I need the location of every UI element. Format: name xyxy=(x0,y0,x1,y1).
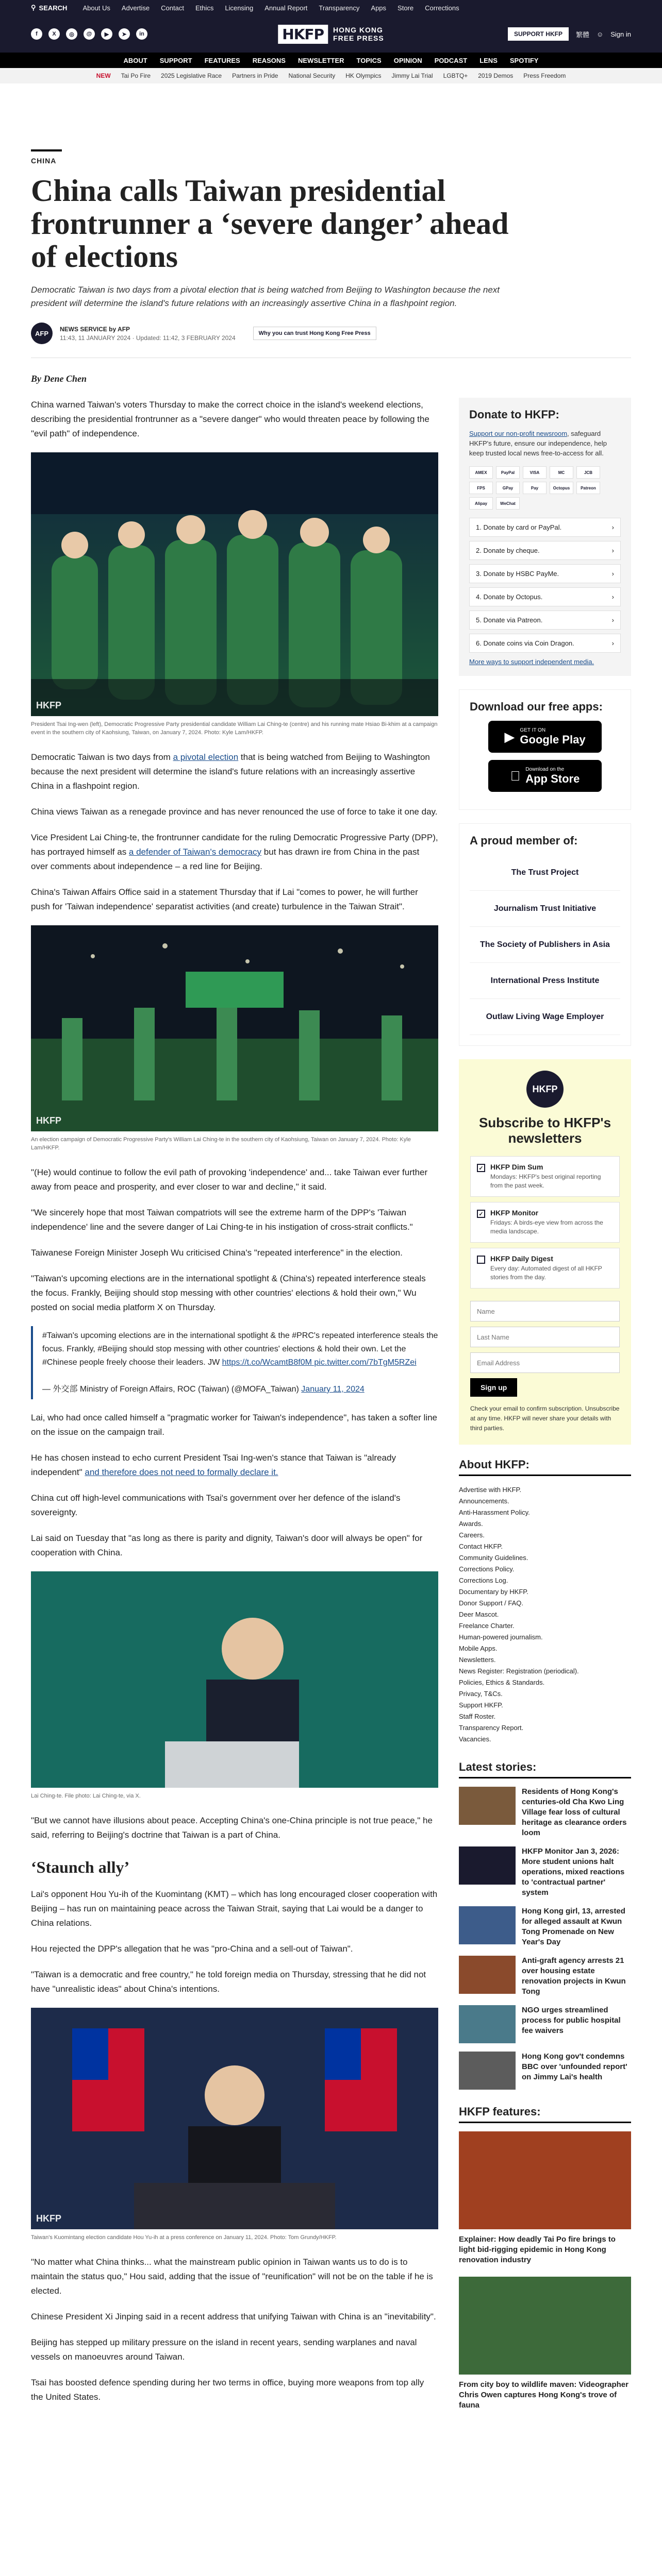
about-link[interactable]: Careers. xyxy=(459,1531,485,1539)
newsletter-title: Subscribe to HKFP's newsletters xyxy=(478,1115,611,1146)
story-item[interactable] xyxy=(459,2005,631,2043)
nav-opinion[interactable]: OPINION xyxy=(393,56,422,64)
util-link-advertise[interactable]: Advertise xyxy=(121,4,150,12)
features-title: HKFP features: xyxy=(459,2105,631,2123)
app-store-text xyxy=(520,766,580,786)
util-link-store[interactable]: Store xyxy=(398,4,414,12)
trending-item[interactable]: LGBTQ+ xyxy=(443,72,468,79)
checkbox[interactable]: ✓ xyxy=(477,1210,485,1218)
google-play-button[interactable] xyxy=(488,721,602,753)
story-title: NGO urges streamlined process for public hospital fee waivers xyxy=(522,2006,621,2035)
about-link[interactable]: Human-powered journalism. xyxy=(459,1633,543,1641)
story-title: HKFP Monitor Jan 3, 2026: More student unions halt operations, mixed reactions to 'contractual partner' system xyxy=(522,1847,625,1897)
appstore-name: App Store xyxy=(520,772,575,785)
gplay-name: Google Play xyxy=(520,733,586,746)
story-thumbnail xyxy=(459,2005,516,2043)
about-link[interactable]: Freelance Charter. xyxy=(459,1622,515,1630)
paragraph: China cut off high-level communications with Tsai's government over her defence of the island's sovereignty. xyxy=(31,1493,401,1517)
content-layout xyxy=(31,398,631,2422)
trust-cta-button[interactable]: Why you can trust Hong Kong Free Press xyxy=(253,327,376,340)
chevron-right-icon: › xyxy=(611,616,614,624)
about-link[interactable]: Vacancies. xyxy=(459,1735,491,1743)
member-ipi[interactable]: International Press Institute xyxy=(470,963,620,999)
category-kicker[interactable]: CHINA xyxy=(31,149,62,165)
member-living-wage[interactable]: Outlaw Living Wage Employer xyxy=(470,999,620,1035)
main-nav xyxy=(0,53,662,68)
newsletter-desc: Fridays: A birds-eye view from across the media landscape. xyxy=(490,1219,603,1235)
section-subhead: ‘Staunch ally’ xyxy=(31,1858,130,1876)
newsletter-note: Check your email to confirm subscription. Unsubscribe at any time. HKFP will never share your details with third parties. xyxy=(470,1405,620,1432)
gplay-top: GET IT ON xyxy=(520,727,546,733)
paragraph: Tsai has boosted defence spending during her two terms in office, buying more weapons from top ally the United States. xyxy=(31,2378,424,2402)
figure-campaign xyxy=(31,925,438,1152)
tweet-signature: — 外交部 Ministry of Foreign Affairs, ROC (Taiwan) (@MOFA_Taiwan) xyxy=(42,1385,302,1394)
apps-box xyxy=(459,689,631,810)
figure-hou xyxy=(31,2008,438,2242)
appstore-top: Download on the xyxy=(520,766,559,772)
util-link-ethics[interactable]: Ethics xyxy=(195,4,214,12)
members-title: A proud member of: xyxy=(470,834,578,847)
x-icon[interactable]: X xyxy=(48,28,60,40)
nav-lens[interactable]: LENS xyxy=(479,56,498,64)
payment-methods xyxy=(469,466,621,510)
chevron-right-icon: › xyxy=(611,547,614,554)
payment-logo: Pay xyxy=(523,482,547,494)
byline xyxy=(31,323,631,344)
language-toggle[interactable]: 繁體 xyxy=(575,30,589,39)
about-list xyxy=(459,1484,631,1745)
logo-box: HKFP xyxy=(278,25,328,44)
story-item[interactable] xyxy=(459,2052,631,2090)
member-trust-project[interactable]: The Trust Project xyxy=(470,855,620,891)
photo-rally[interactable] xyxy=(31,452,438,716)
about-link[interactable]: Deer Mascot. xyxy=(459,1611,499,1618)
donate-option[interactable] xyxy=(469,564,621,583)
donate-option[interactable] xyxy=(469,587,621,606)
search-label: SEARCH xyxy=(39,4,68,12)
afp-avatar: AFP xyxy=(31,323,53,344)
payment-logo: Octopus xyxy=(550,482,573,494)
paragraph: Lai's opponent Hou Yu-ih of the Kuomintang (KMT) – which has long encouraged closer cooperation with Beijing – has run on maintaining peace across the Taiwan Strait, saying that Lai would be a danger to China relations. xyxy=(31,1889,438,1928)
donate-option[interactable] xyxy=(469,611,621,630)
latest-title: Latest stories: xyxy=(459,1760,631,1778)
facebook-icon[interactable]: f xyxy=(31,28,42,40)
latest-section xyxy=(459,1760,631,2090)
nav-reasons[interactable]: REASONS xyxy=(252,56,286,64)
newsletter-option[interactable] xyxy=(470,1202,620,1243)
news-source[interactable]: NEWS SERVICE by AFP xyxy=(60,325,130,333)
hkfp-watermark: HKFP xyxy=(36,1115,61,1126)
about-link[interactable]: Anti-Harassment Policy. xyxy=(459,1509,530,1516)
donate-option-label: 5. Donate via Patreon. xyxy=(476,616,543,624)
newsletter-info xyxy=(490,1209,613,1236)
trending-label: NEW xyxy=(96,72,111,79)
instagram-icon[interactable]: ◎ xyxy=(66,28,77,40)
paragraph: "But we cannot have illusions about peace. Accepting China's one-China principle is not true peace," he said, referring to Beijing's doctrine that Taiwan is a part of China. xyxy=(31,1816,433,1840)
threads-icon[interactable]: @ xyxy=(84,28,95,40)
about-link[interactable]: Community Guidelines. xyxy=(459,1554,528,1562)
feature-title[interactable]: From city boy to wildlife maven: Videographer Chris Owen captures Hong Kong's trove of fauna xyxy=(459,2380,628,2410)
masthead xyxy=(0,15,662,53)
nav-about[interactable]: ABOUT xyxy=(123,56,147,64)
text-run: that is being watched from Beijing to Washington because the next president will determine the island's future relations with an increasingly assertive China in a flashpoint region. xyxy=(31,752,430,791)
about-link[interactable]: Policies, Ethics & Standards. xyxy=(459,1679,545,1686)
google-play-icon: ▶ xyxy=(504,728,515,744)
checkbox[interactable] xyxy=(477,1256,485,1264)
paragraph: China's Taiwan Affairs Office said in a statement Thursday that if Lai "comes to power, he will further push for 'Taiwan independence' separatist activities (and create) turbulence in the Taiwan Strait". xyxy=(31,887,418,911)
apps-title: Download our free apps: xyxy=(470,700,603,713)
tweet-text: #Taiwan's upcoming elections are in the international spotlight & the #PRC's repeated interference steals the focus. Frankly, #Beijing should stop messing with other countries' elections & hold their own. Let the #Chinese people freely choose their leaders. JW xyxy=(42,1331,438,1367)
inline-link-declare[interactable]: and therefore does not need to formally declare it. xyxy=(85,1467,278,1477)
trending-item[interactable]: Tai Po Fire xyxy=(121,72,151,79)
util-link-annual-report[interactable]: Annual Report xyxy=(264,4,308,12)
story-item[interactable] xyxy=(459,1906,631,1947)
story-title: Hong Kong gov't condemns BBC over 'unfounded report' on Jimmy Lai's health xyxy=(522,2052,627,2081)
logo-text xyxy=(333,26,384,42)
article-container xyxy=(31,149,631,2422)
photo-hou[interactable] xyxy=(31,2008,438,2229)
payment-logo: MC xyxy=(550,466,573,479)
about-link[interactable]: Staff Roster. xyxy=(459,1713,496,1720)
photo-hou-art xyxy=(31,2008,438,2229)
newsletter-option[interactable] xyxy=(470,1156,620,1197)
paragraph: Taiwanese Foreign Minister Joseph Wu criticised China's "repeated interference" in the election. xyxy=(31,1248,403,1258)
about-link[interactable]: Corrections Policy. xyxy=(459,1565,515,1573)
search-button[interactable] xyxy=(31,4,67,12)
payment-logo: JCB xyxy=(576,466,600,479)
chevron-right-icon: › xyxy=(611,593,614,601)
masthead-actions xyxy=(508,27,631,41)
story-thumbnail xyxy=(459,2052,516,2090)
paragraph: China views Taiwan as a renegade province and has never renounced the use of force to take it one day. xyxy=(31,807,438,817)
trending-item[interactable]: 2019 Demos xyxy=(478,72,514,79)
payment-logo: WeChat xyxy=(496,497,520,510)
paragraph: Hou rejected the DPP's allegation that he was "pro-China and a sell-out of Taiwan". xyxy=(31,1944,353,1954)
hkfp-watermark: HKFP xyxy=(36,2213,61,2224)
newsletter-name: HKFP Daily Digest xyxy=(490,1255,553,1263)
about-link[interactable]: Contact HKFP. xyxy=(459,1543,503,1550)
article-standfirst: Democratic Taiwan is two days from a pivotal election that is being watched from Beijing to Washington because the next president will determine the island's future relations with an increasingly assertive China in a flashpoint region. xyxy=(31,285,500,308)
story-thumbnail xyxy=(459,1787,516,1825)
nav-support[interactable]: SUPPORT xyxy=(159,56,192,64)
newsletter-name: HKFP Dim Sum xyxy=(490,1163,543,1171)
trending-item[interactable]: National Security xyxy=(288,72,336,79)
story-item[interactable] xyxy=(459,1956,631,1997)
trending-item[interactable]: Jimmy Lai Trial xyxy=(391,72,433,79)
donate-option-label: 1. Donate by card or PayPal. xyxy=(476,523,562,531)
article-headline: China calls Taiwan presidential frontrunner a ‘severe danger’ ahead of elections xyxy=(31,174,509,274)
about-link[interactable]: Announcements. xyxy=(459,1497,509,1505)
util-link-contact[interactable]: Contact xyxy=(161,4,184,12)
user-icon[interactable]: ☺ xyxy=(596,30,604,38)
checkbox[interactable]: ✓ xyxy=(477,1164,485,1172)
about-link[interactable]: Corrections Log. xyxy=(459,1577,508,1584)
nav-topics[interactable]: TOPICS xyxy=(356,56,382,64)
tweet-link[interactable]: https://t.co/WcamtB8f0M pic.twitter.com/7bTgM5RZei xyxy=(222,1358,417,1367)
donate-text xyxy=(469,429,621,458)
about-link[interactable]: Mobile Apps. xyxy=(459,1645,498,1652)
about-link[interactable]: Support HKFP. xyxy=(459,1701,503,1709)
newsletter-name: HKFP Monitor xyxy=(490,1209,539,1217)
about-link[interactable]: Privacy, T&Cs. xyxy=(459,1690,503,1698)
nav-spotify[interactable]: SPOTIFY xyxy=(509,56,539,64)
photo-campaign-art xyxy=(31,925,438,1131)
sidebar xyxy=(459,398,631,2422)
util-link-about[interactable]: About Us xyxy=(82,4,110,12)
newsletter-option[interactable] xyxy=(470,1248,620,1289)
feature-title[interactable]: Explainer: How deadly Tai Po fire brings to light bid-rigging epidemic in Hong Kong renovation industry xyxy=(459,2235,616,2264)
nav-podcast[interactable]: PODCAST xyxy=(434,56,468,64)
publish-date: 11:43, 11 JANUARY 2024 · Updated: 11:42, 3 FEBRUARY 2024 xyxy=(60,334,236,342)
about-link[interactable]: News Register: Registration (periodical). xyxy=(459,1667,579,1675)
article-body xyxy=(31,398,438,2422)
logo-line2: FREE PRESS xyxy=(333,34,384,42)
about-section xyxy=(459,1458,631,1745)
newsletter-info xyxy=(490,1255,613,1282)
inline-link-defender[interactable]: a defender of Taiwan's democracy xyxy=(128,847,262,857)
app-store-button[interactable] xyxy=(488,760,602,792)
search-icon: ⚲ xyxy=(31,4,36,11)
nav-newsletter[interactable]: NEWSLETTER xyxy=(297,56,344,64)
linkedin-icon[interactable]: in xyxy=(136,28,147,40)
photo-caption: An election campaign of Democratic Progressive Party's William Lai Ching-te in the southern city of Kaohsiung, Taiwan on January 7, 2024. Photo: Kyle Lam/HKFP. xyxy=(31,1137,411,1151)
trending-item[interactable]: HK Olympics xyxy=(345,72,382,79)
paragraph xyxy=(31,750,438,793)
story-item[interactable] xyxy=(459,1846,631,1898)
payment-logo: Alipay xyxy=(469,497,493,510)
about-link[interactable]: Advertise with HKFP. xyxy=(459,1486,522,1494)
about-title: About HKFP: xyxy=(459,1458,631,1476)
donate-option-label: 3. Donate by HSBC PayMe. xyxy=(476,570,559,578)
support-button[interactable]: SUPPORT HKFP xyxy=(508,27,569,41)
payment-logo: AMEX xyxy=(469,466,493,479)
newsletter-box xyxy=(459,1059,631,1445)
newsletter-desc: Mondays: HKFP's best original reporting from the past week. xyxy=(490,1173,601,1189)
util-link-apps[interactable]: Apps xyxy=(371,4,387,12)
util-link-licensing[interactable]: Licensing xyxy=(225,4,254,12)
newsletter-logo: HKFP xyxy=(526,1071,564,1108)
donate-option[interactable] xyxy=(469,518,621,537)
donate-option[interactable] xyxy=(469,541,621,560)
paragraph: Lai, who had once called himself a "pragmatic worker for Taiwan's independence", has taken a softer line on the issue on the campaign trail. xyxy=(31,1413,438,1437)
members-box xyxy=(459,823,631,1046)
about-link[interactable]: Donor Support / FAQ. xyxy=(459,1599,524,1607)
author-line: By Dene Chen xyxy=(31,374,87,384)
payment-logo: GPay xyxy=(496,482,520,494)
youtube-icon[interactable]: ▶ xyxy=(101,28,112,40)
member-jti[interactable]: Journalism Trust Initiative xyxy=(470,891,620,927)
donate-text-run: , safeguard HKFP's future, ensure our independence, help keep trusted local news free-to-access for all. xyxy=(469,430,607,457)
embedded-tweet xyxy=(31,1326,438,1399)
site-logo[interactable] xyxy=(278,25,384,44)
photo-caption: President Tsai Ing-wen (left), Democratic Progressive Party presidential candidate William Lai Ching-te (centre) and his running mate Hsiao Bi-khim at a campaign event in the southern city of Kaohsiung, Taiwan, on January 7, 2024. Photo: Kyle Lam/HKFP. xyxy=(31,721,438,736)
paragraph: "Taiwan is a democratic and free country," he told foreign media on Thursday, stressing that he did not have "unrealistic ideas" about China's intentions. xyxy=(31,1970,426,1994)
about-link[interactable]: Documentary by HKFP. xyxy=(459,1588,528,1596)
story-title: Anti-graft agency arrests 21 over housing estate renovation projects in Kwun Tong xyxy=(522,1956,626,1996)
figure-rally xyxy=(31,452,438,737)
signup-button[interactable]: Sign up xyxy=(470,1378,517,1397)
story-title: Hong Kong girl, 13, arrested for alleged assault at Kwun Tong Promenade on New Year's Day xyxy=(522,1907,625,1946)
text-run: but has drawn ire from China in the past over comments about independence – a red line for Beijing. xyxy=(31,847,420,871)
newsletter-info xyxy=(490,1163,613,1190)
paragraph xyxy=(31,831,438,874)
google-play-text xyxy=(520,727,585,747)
story-thumbnail xyxy=(459,1956,516,1994)
photo-campaign[interactable] xyxy=(31,925,438,1131)
about-link[interactable]: Transparency Report. xyxy=(459,1724,524,1732)
story-item[interactable] xyxy=(459,1787,631,1838)
byline-meta xyxy=(60,326,236,342)
signin-link[interactable]: Sign in xyxy=(610,30,631,38)
photo-rally-art xyxy=(31,452,438,716)
payment-logo: FPS xyxy=(469,482,493,494)
about-link[interactable]: Awards. xyxy=(459,1520,483,1528)
paragraph: "Taiwan's upcoming elections are in the international spotlight & (China's) repeated interference steals the focus. Frankly, Beijing should stop messing with other countries' elections & hold their own," Wu posted on social media platform X on Thursday. xyxy=(31,1274,426,1312)
donate-option-label: 4. Donate by Octopus. xyxy=(476,593,543,601)
figure-lai xyxy=(31,1571,438,1800)
newsletter-desc: Every day: Automated digest of all HKFP stories from the day. xyxy=(490,1265,602,1281)
trending-bar xyxy=(0,68,662,83)
about-link[interactable]: Newsletters. xyxy=(459,1656,496,1664)
trending-item[interactable]: 2025 Legislative Race xyxy=(161,72,222,79)
text-run: Vice President Lai Ching-te, the frontrunner candidate for the ruling Democratic Progressive Party (DPP), has portrayed himself as xyxy=(31,833,438,857)
tweet-date-link[interactable]: January 11, 2024 xyxy=(301,1385,365,1394)
telegram-icon[interactable]: ➤ xyxy=(119,28,130,40)
name-field[interactable] xyxy=(470,1301,620,1321)
trending-item[interactable]: Press Freedom xyxy=(523,72,566,79)
last-name-field[interactable] xyxy=(470,1327,620,1347)
text-run: He has chosen instead to echo current President Tsai Ing-wen's stance that Taiwan is "already independent" xyxy=(31,1453,396,1477)
chevron-right-icon: › xyxy=(611,523,614,531)
donate-option-label: 2. Donate by cheque. xyxy=(476,547,540,554)
paragraph: Beijing has stepped up military pressure on the island in recent years, sending warplanes and naval vessels on manoeuvres around Taiwan. xyxy=(31,2337,417,2362)
paragraph: "No matter what China thinks... what the mainstream public opinion in Taiwan wants us to do is to maintain the status quo," Hou said, adding that the issue of "reunification" will not be on the table if he is elected. xyxy=(31,2257,433,2296)
social-links xyxy=(31,28,147,40)
paragraph: "We sincerely hope that most Taiwan compatriots will see the extreme harm of the DPP's 'Taiwan independence' line and the severe danger of Lai Ching-te in his instigation of cross-strait conflicts." xyxy=(31,1208,413,1232)
payment-logo: Patreon xyxy=(576,482,600,494)
payment-logo: PayPal xyxy=(496,466,520,479)
story-thumbnail xyxy=(459,1846,516,1885)
util-link-corrections[interactable]: Corrections xyxy=(425,4,459,12)
utility-bar xyxy=(0,0,662,15)
hkfp-watermark: HKFP xyxy=(36,700,61,710)
text-run: Democratic Taiwan is two days from xyxy=(31,752,173,762)
feature-image[interactable] xyxy=(459,2131,631,2229)
features-section xyxy=(459,2105,631,2411)
photo-lai-art xyxy=(31,1571,438,1788)
nav-features[interactable]: FEATURES xyxy=(204,56,240,64)
paragraph xyxy=(31,1451,438,1480)
chevron-right-icon: › xyxy=(611,570,614,578)
donate-link[interactable]: Support our non-profit newsroom xyxy=(469,430,568,437)
donate-title: Donate to HKFP: xyxy=(469,408,559,421)
photo-caption: Taiwan's Kuomintang election candidate Hou Yu-ih at a press conference on January 11, 2024. Photo: Tom Grundy/HKFP. xyxy=(31,2234,337,2241)
story-title: Residents of Hong Kong's centuries-old Cha Kwo Ling Village fear loss of cultural heritage as clearance orders loom xyxy=(522,1787,627,1837)
inline-link-pivotal-election[interactable]: a pivotal election xyxy=(173,752,239,762)
member-sopa[interactable]: The Society of Publishers in Asia xyxy=(470,927,620,963)
donate-option[interactable] xyxy=(469,634,621,653)
chevron-right-icon: › xyxy=(611,639,614,647)
donate-box xyxy=(459,398,631,676)
photo-caption: Lai Ching-te. File photo: Lai Ching-te, via X. xyxy=(31,1793,141,1799)
paragraph: China warned Taiwan's voters Thursday to make the correct choice in the island's weekend elections, describing the presidential frontrunner as a "severe danger" who would threaten peace by following the "evil path" of independence. xyxy=(31,400,429,438)
payment-logo: VISA xyxy=(523,466,547,479)
paragraph: Chinese President Xi Jinping said in a recent address that unifying Taiwan with China is an "inevitability". xyxy=(31,2312,436,2321)
util-link-transparency[interactable]: Transparency xyxy=(319,4,360,12)
email-field[interactable] xyxy=(470,1352,620,1373)
more-ways-link[interactable]: More ways to support independent media. xyxy=(469,658,594,666)
feature-image[interactable] xyxy=(459,2277,631,2375)
story-thumbnail xyxy=(459,1906,516,1944)
apple-icon xyxy=(510,768,521,784)
trending-item[interactable]: Partners in Pride xyxy=(232,72,278,79)
donate-option-label: 6. Donate coins via Coin Dragon. xyxy=(476,639,574,647)
paragraph: "(He) would continue to follow the evil path of provoking 'independence' and... take Taiwan ever further away from peace and prosperity, and ever closer to war and decline," it said. xyxy=(31,1167,428,1192)
photo-lai[interactable] xyxy=(31,1571,438,1788)
logo-line1: HONG KONG xyxy=(333,26,383,34)
paragraph: Lai said on Tuesday that "as long as there is parity and dignity, Taiwan's door will always be open" for cooperation with China. xyxy=(31,1533,423,1557)
